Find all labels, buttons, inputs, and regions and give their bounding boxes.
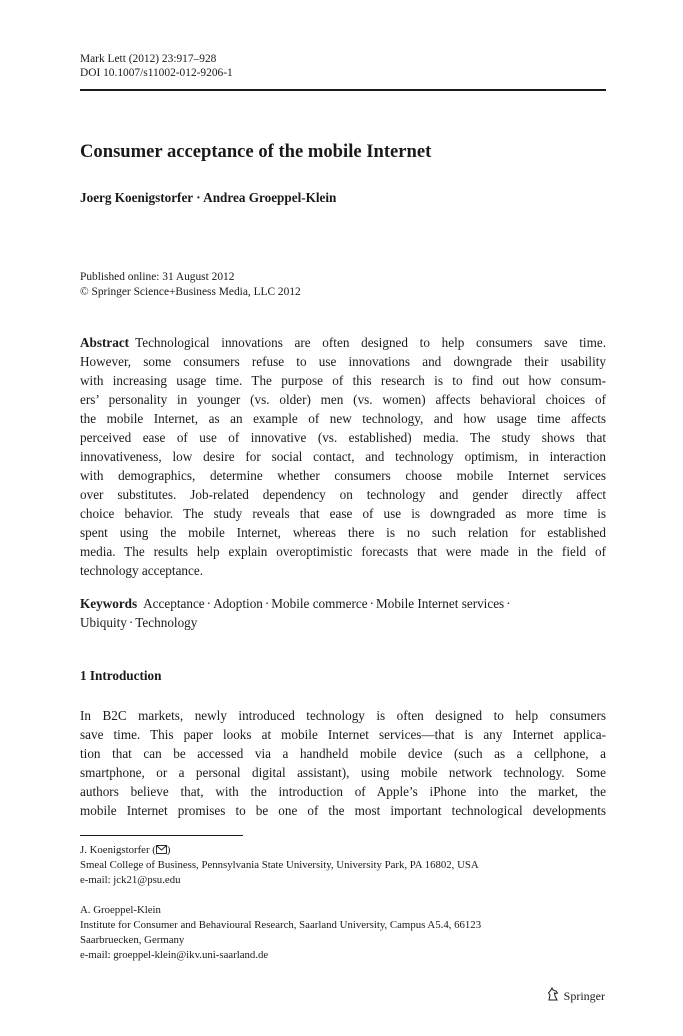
abstract-line: with increasing usage time. The purpose of this research is to find out how consum- — [80, 373, 606, 388]
body-line: authors believe that, with the introduction of Apple’s iPhone into the market, the — [80, 784, 606, 799]
publisher-name: Springer — [563, 988, 605, 1003]
affiliation-email: e-mail: jck21@psu.edu — [80, 874, 181, 886]
affiliation-institution: Saarbruecken, Germany — [80, 934, 185, 946]
journal-header — [80, 52, 233, 80]
published-online: Published online: 31 August 2012 — [80, 271, 235, 283]
affiliation-email: e-mail: groeppel-klein@ikv.uni-saarland.de — [80, 949, 269, 961]
paper-title: Consumer acceptance of the mobile Internet — [80, 141, 432, 162]
abstract-line: However, some consumers refuse to use innovations and downgrade their usability — [80, 354, 606, 369]
body-line: mobile Internet promises to be one of the most important technological developments — [80, 803, 606, 818]
abstract-line: over substitutes. Job-related dependency on technology and gender directly affect — [80, 487, 606, 502]
abstract-line: with demographics, determine whether consumers choose mobile Internet services — [80, 468, 606, 483]
section-heading-introduction: 1 Introduction — [80, 668, 162, 683]
keywords: Keywords Acceptance · Adoption · Mobile commerce · Mobile Internet services · Ubiquity · Technology — [80, 596, 511, 630]
abstract-line: media. The results help explain overoptimistic forecasts that were made in the field of — [80, 544, 606, 559]
author-list: Joerg Koenigstorfer · Andrea Groeppel-Klein — [80, 190, 337, 205]
body-line: save time. This paper looks at mobile Internet services—that is any Internet applica- — [80, 727, 606, 742]
keyword: Mobile Internet services — [376, 596, 505, 611]
keyword: Technology — [135, 615, 198, 630]
journal-citation: Mark Lett (2012) 23:917–928 — [80, 53, 217, 65]
abstract-line: spent using the mobile Internet, whereas there is no such relation for established — [80, 525, 606, 540]
affiliation-name: A. Groeppel-Klein — [80, 904, 161, 916]
affiliation-groeppel-klein — [80, 903, 481, 963]
introduction-body — [80, 706, 606, 820]
keyword: Adoption — [213, 596, 263, 611]
footnote-rule — [80, 835, 243, 836]
affiliation-institution: Smeal College of Business, Pennsylvania State University, University Park, PA 16802, USA — [80, 859, 479, 871]
abstract-label: Abstract — [80, 335, 130, 350]
affiliation-name: J. Koenigstorfer ( ) — [80, 844, 171, 856]
abstract — [80, 333, 606, 580]
envelope-icon — [156, 844, 167, 856]
abstract-line: the mobile Internet, as an example of new technology, and how usage time affects — [80, 411, 606, 426]
keyword: Ubiquity — [80, 615, 127, 630]
keyword: Acceptance — [143, 596, 205, 611]
keyword: Mobile commerce — [271, 596, 368, 611]
affiliation-koenigstorfer — [80, 843, 479, 888]
abstract-line: perceived ease of use of innovative (vs. established) media. The study shows that — [80, 430, 606, 445]
doi: DOI 10.1007/s11002-012-9206-1 — [80, 67, 233, 79]
body-line: In B2C markets, newly introduced technology is often designed to help consumers — [80, 708, 606, 723]
body-line: tion that can be accessed via a handheld mobile device (such as a cellphone, a — [80, 746, 606, 761]
keywords-label: Keywords — [80, 596, 138, 611]
abstract-line: ers’ personality in younger (vs. older) men (vs. women) affects behavioral choices of — [80, 392, 606, 407]
publication-info — [80, 270, 301, 300]
springer-horse-icon — [546, 987, 560, 1005]
body-line: smartphone, or a personal digital assistant), using mobile network technology. Some — [80, 765, 606, 780]
abstract-line-0: Abstract Technological innovations are often designed to help consumers save time. — [80, 335, 606, 350]
header-rule — [80, 89, 606, 91]
abstract-line: choice behavior. The study reveals that ease of use is downgraded as more time is — [80, 506, 606, 521]
affiliation-institution: Institute for Consumer and Behavioural Research, Saarland University, Campus A5.4, 66123 — [80, 919, 482, 931]
abstract-line: technology acceptance. — [80, 563, 204, 578]
abstract-line: innovativeness, low desire for social contact, and technology optimism, in interaction — [80, 449, 606, 464]
copyright-line: © Springer Science+Business Media, LLC 2012 — [80, 286, 301, 298]
publisher-mark — [546, 987, 605, 1005]
